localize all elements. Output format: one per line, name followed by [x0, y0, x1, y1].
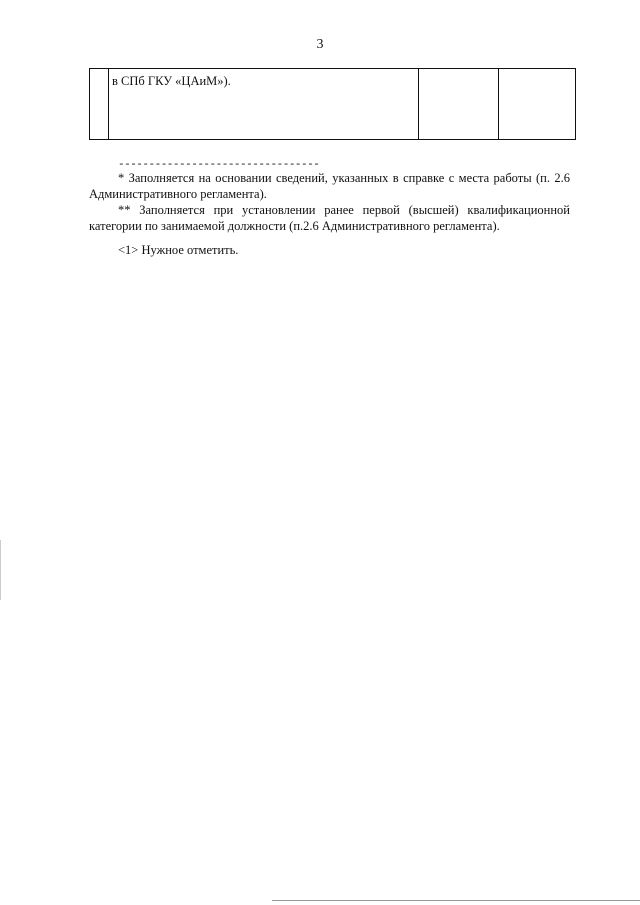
scan-left-edge: [0, 540, 1, 600]
table-column-divider: [498, 69, 499, 139]
footnote-separator: ---------------------------------: [118, 159, 320, 171]
footnote-1: * Заполняется на основании сведений, указанных в справке с места работы (п. 2.6 Административного регламента).: [89, 171, 570, 201]
table-column-divider: [108, 69, 109, 139]
form-table: [89, 68, 576, 140]
note-mark-required: <1> Нужное отметить.: [118, 243, 239, 257]
table-cell-text: в СПб ГКУ «ЦАиМ»).: [112, 74, 231, 88]
table-column-divider: [418, 69, 419, 139]
page-number: 3: [316, 37, 324, 52]
page-bottom-edge: [272, 900, 640, 901]
footnote-2: ** Заполняется при установлении ранее первой (высшей) квалификационной категории по занимаемой должности (п.2.6 Административного регламента).: [89, 203, 570, 233]
